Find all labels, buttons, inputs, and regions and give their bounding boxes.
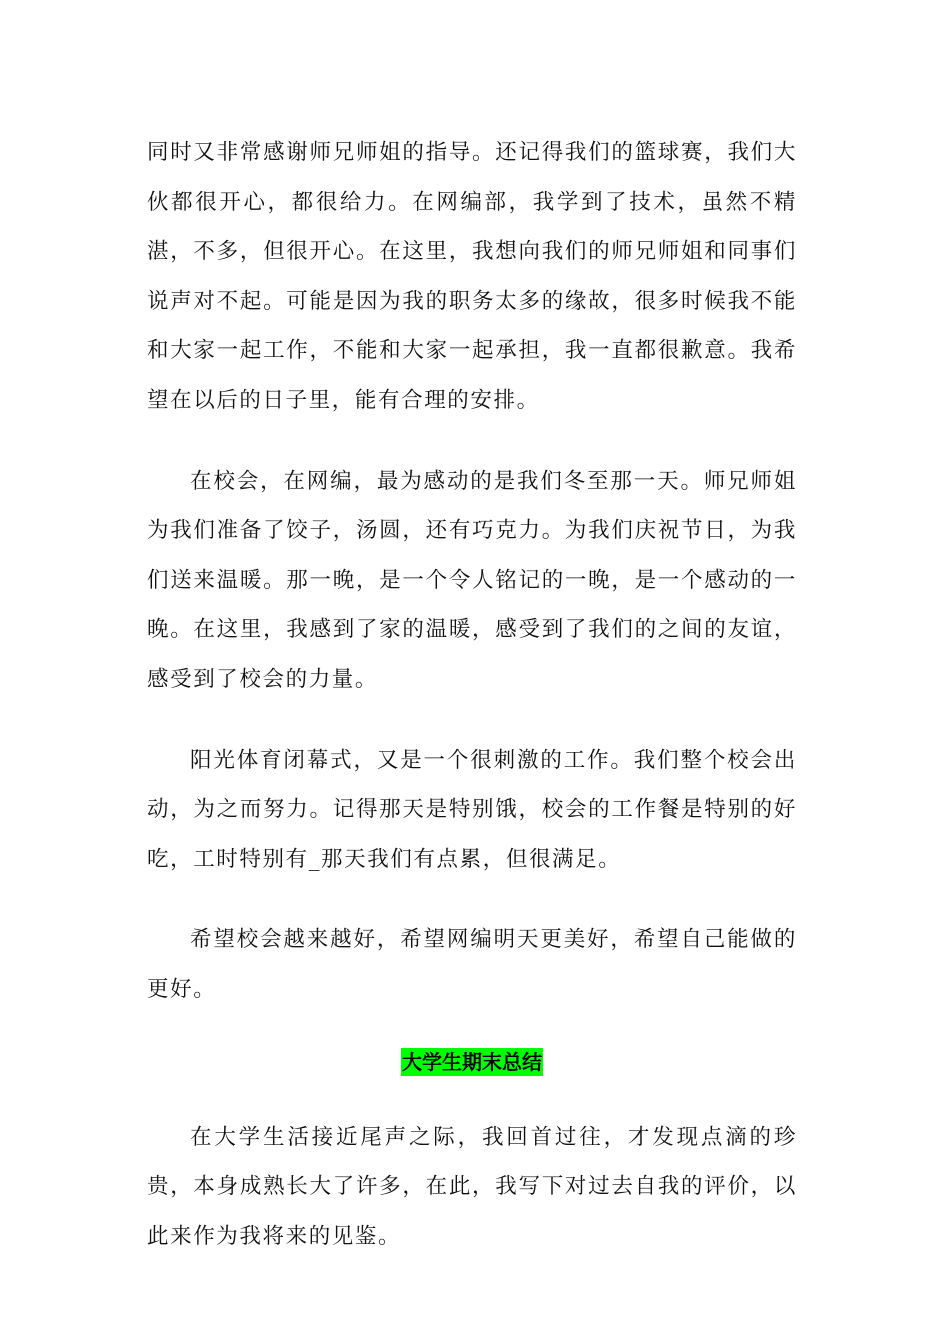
section-heading: 大学生期末总结	[402, 1049, 542, 1074]
paragraph-winter-solstice: 在校会，在网编，最为感动的是我们冬至那一天。师兄师姐为我们准备了饺子，汤圆，还有巧克力。为我们庆祝节日，为我们送来温暖。那一晚，是一个令人铭记的一晚，是一个感动的一晚。在这里，我感到了家的温暖，感受到了我们的之间的友谊，感受到了校会的力量。	[147, 468, 797, 692]
paragraph-summary-intro: 在大学生活接近尾声之际，我回首过往，才发现点滴的珍贵，本身成熟长大了许多，在此，我写下对过去自我的评价，以此来作为我将来的见鉴。	[147, 1124, 797, 1249]
paragraph-continuation: 同时又非常感谢师兄师姐的指导。还记得我们的篮球赛，我们大伙都很开心，都很给力。在网编部，我学到了技术，虽然不精湛，不多，但很开心。在这里，我想向我们的师兄师姐和同事们说声对不起。可能是因为我的职务太多的缘故，很多时候我不能和大家一起工作，不能和大家一起承担，我一直都很歉意。我希望在以后的日子里，能有合理的安排。	[147, 140, 797, 413]
paragraph-wishes: 希望校会越来越好，希望网编明天更美好，希望自己能做的更好。	[147, 927, 797, 1002]
document-body	[147, 128, 797, 1292]
paragraph-sunshine-sports: 阳光体育闭幕式，又是一个很刺激的工作。我们整个校会出动，为之而努力。记得那天是特别饿，校会的工作餐是特别的好吃，工时特别有_那天我们有点累，但很满足。	[147, 747, 797, 872]
section-heading-row	[147, 1046, 797, 1084]
